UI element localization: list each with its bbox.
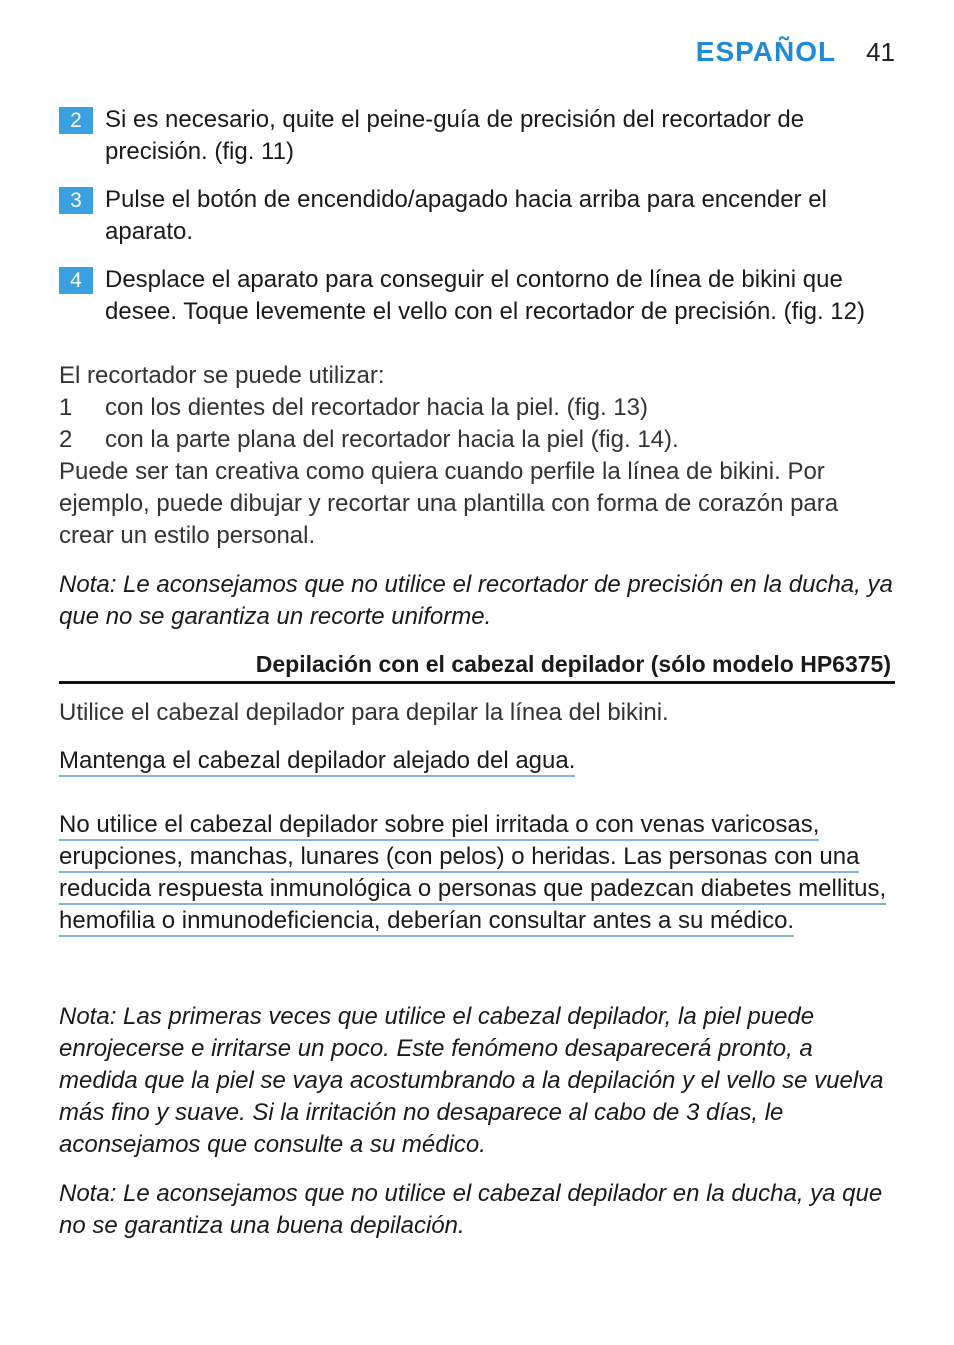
step-4 — [59, 264, 895, 328]
step-3 — [59, 184, 895, 248]
note-precision-trimmer: Nota: Le aconsejamos que no utilice el recortador de precisión en la ducha, ya que no se garantiza un recorte uniforme. — [59, 571, 893, 630]
list-text: con los dientes del recortador hacia la piel. (fig. 13) — [105, 394, 648, 421]
language-label: ESPAÑOL — [695, 36, 837, 67]
step-2 — [59, 104, 895, 168]
section-heading: Depilación con el cabezal depilador (sólo modelo HP6375) — [59, 646, 895, 684]
step-number-badge: 2 — [59, 107, 93, 134]
warning-text: No utilice el cabezal depilador sobre piel irritada o con venas varicosas, erupciones, manchas, lunares (con pelos) o heridas. Las personas con una reducida respuesta inmunológica o personas que padezcan diabetes mellitus, hemofilia o inmunodeficiencia, deberían consultar antes a su médico. — [59, 811, 886, 937]
step-text: Pulse el botón de encendido/apagado hacia arriba para encender el aparato. — [105, 186, 827, 245]
note-shower: Nota: Le aconsejamos que no utilice el cabezal depilador en la ducha, ya que no se garantiza una buena depilación. — [59, 1180, 883, 1239]
list-number: 1 — [59, 394, 73, 421]
note-irritation: Nota: Las primeras veces que utilice el cabezal depilador, la piel puede enrojecerse e irritarse un poco. Este fenómeno desaparecerá pronto, a medida que la piel se vaya acostumbrando a la depilación y el vello se vuelva más fino y suave. Si la irritación no desaparece al cabo de 3 días, le aconsejamos que consulte a su médico. — [59, 1003, 884, 1158]
usage-list-item — [59, 392, 895, 424]
page-number: 41 — [866, 37, 895, 67]
list-text: con la parte plana del recortador hacia la piel (fig. 14). — [105, 426, 679, 453]
step-number-badge: 4 — [59, 267, 93, 294]
usage-list-item — [59, 424, 895, 456]
step-text: Si es necesario, quite el peine-guía de precisión del recortador de precisión. (fig. 11) — [105, 106, 805, 165]
creative-paragraph: Puede ser tan creativa como quiera cuando perfile la línea de bikini. Por ejemplo, puede dibujar y recortar una plantilla con forma de corazón para crear un estilo personal. — [59, 458, 839, 549]
page-header — [696, 36, 895, 68]
section-intro: Utilice el cabezal depilador para depilar la línea del bikini. — [59, 699, 669, 726]
list-number: 2 — [59, 426, 73, 453]
step-text: Desplace el aparato para conseguir el contorno de línea de bikini que desee. Toque levemente el vello con el recortador de precisión. (fig. 12) — [105, 266, 865, 325]
warning-skin — [59, 809, 895, 937]
warning-text: Mantenga el cabezal depilador alejado del agua. — [59, 747, 575, 777]
usage-intro: El recortador se puede utilizar: — [59, 362, 385, 389]
step-number-badge: 3 — [59, 187, 93, 214]
warning-water — [59, 745, 895, 777]
